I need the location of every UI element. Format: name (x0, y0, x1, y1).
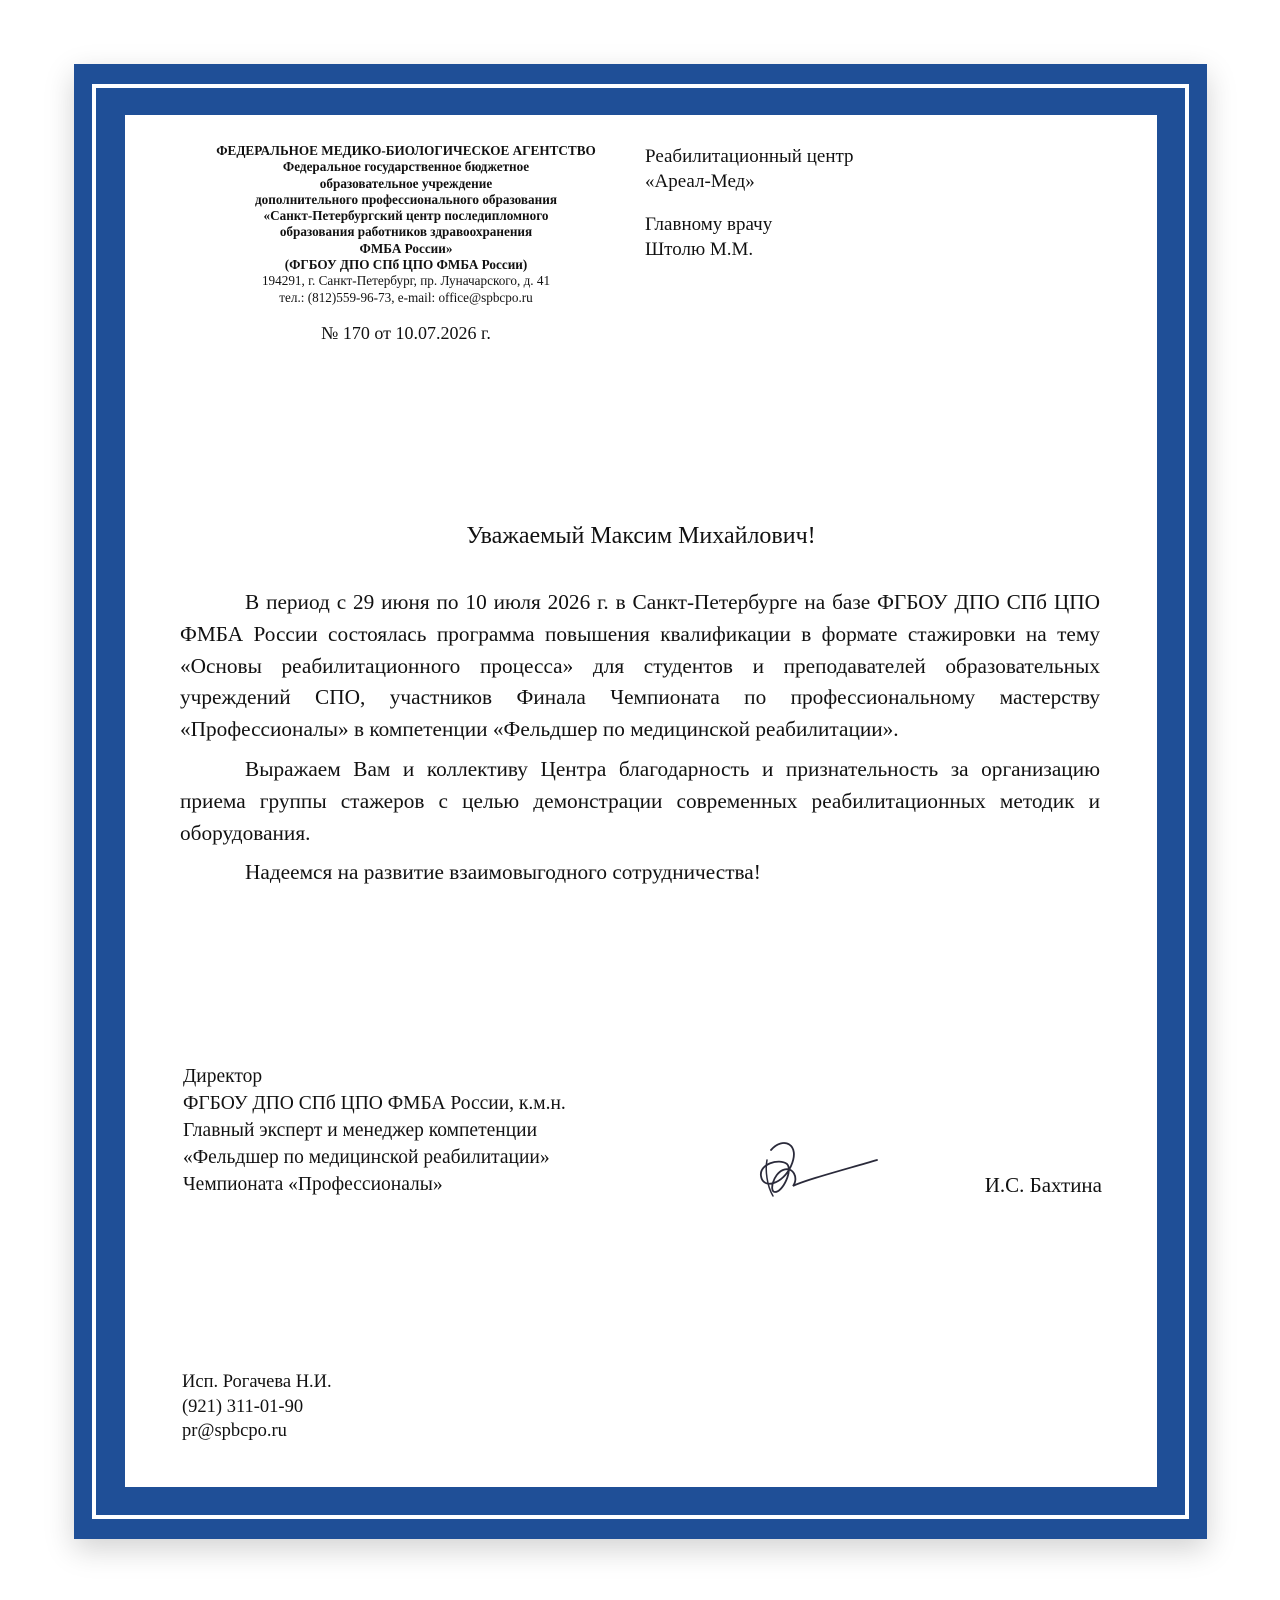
sender-line: образования работников здравоохранения (279, 224, 533, 240)
sender-agency: ФЕДЕРАЛЬНОЕ МЕДИКО-БИОЛОГИЧЕСКОЕ АГЕНТСТВО (216, 143, 596, 158)
sender-line: Федеральное государственное бюджетное (282, 159, 530, 175)
addressee-org-line2: «Ареал-Мед» (645, 170, 755, 192)
letter-body (180, 587, 1100, 897)
addressee-name: Штолю М.М. (645, 238, 754, 260)
executor-block (182, 1370, 332, 1444)
sender-line: (ФГБОУ ДПО СПб ЦПО ФМБА России) (284, 257, 528, 273)
sender-line: образовательное учреждение (319, 175, 493, 191)
addressee-block (645, 145, 854, 262)
handwritten-signature-icon (753, 1130, 883, 1200)
sender-line: «Санкт-Петербургский центр последипломного (263, 208, 549, 224)
sender-line: дополнительного профессионального образования (255, 191, 557, 207)
body-paragraph: В период с 29 июня по 10 июля 2026 г. в Санкт-Петербурге на базе ФГБОУ ДПО СПб ЦПО ФМБА России состоялась программа повышения квалификации в формате стажировки на тему «Основы реабилитационного процесса» для студентов и преподавателей образовательных учреждений СПО, участников Финала Чемпионата по профессиональному мастерству «Профессионалы» в компетенции «Фельдшер по медицинской реабилитации». (180, 590, 1100, 742)
signatory-name: И.С. Бахтина (984, 1173, 1102, 1197)
signatory-line: Главный эксперт и менеджер компетенции (183, 1120, 538, 1141)
sender-contacts: тел.: (812)559-96-73, e-mail: office@spbcpo.ru (279, 289, 533, 305)
executor-name: Исп. Рогачева Н.И. (182, 1372, 332, 1392)
sender-line: ФМБА России» (359, 240, 453, 256)
greeting: Уважаемый Максим Михайлович! (466, 523, 816, 549)
signatory-line: «Фельдшер по медицинской реабилитации» (183, 1147, 550, 1168)
body-paragraph: Выражаем Вам и коллективу Центра благодарность и признательность за организацию приема группы стажеров с целью демонстрации современных реабилитационных методик и оборудования. (180, 756, 1100, 845)
signatory-line: Директор (183, 1066, 263, 1087)
signatory-block (183, 1063, 566, 1198)
executor-email: pr@spbcpo.ru (182, 1421, 287, 1441)
addressee-org-line1: Реабилитационный центр (645, 146, 854, 167)
signatory-line: Чемпионата «Профессионалы» (183, 1174, 443, 1195)
sender-letterhead (191, 143, 621, 306)
addressee-position: Главному врачу (645, 214, 773, 235)
letter-page (125, 115, 1157, 1487)
sender-address: 194291, г. Санкт-Петербург, пр. Луначарского, д. 41 (261, 273, 551, 289)
body-paragraph: Надеемся на развитие взаимовыгодного сотрудничества! (245, 860, 761, 885)
letter-number: № 170 от 10.07.2026 г. (321, 323, 491, 343)
signatory-line: ФГБОУ ДПО СПб ЦПО ФМБА России, к.м.н. (183, 1093, 566, 1114)
executor-phone: (921) 311-01-90 (182, 1396, 304, 1417)
